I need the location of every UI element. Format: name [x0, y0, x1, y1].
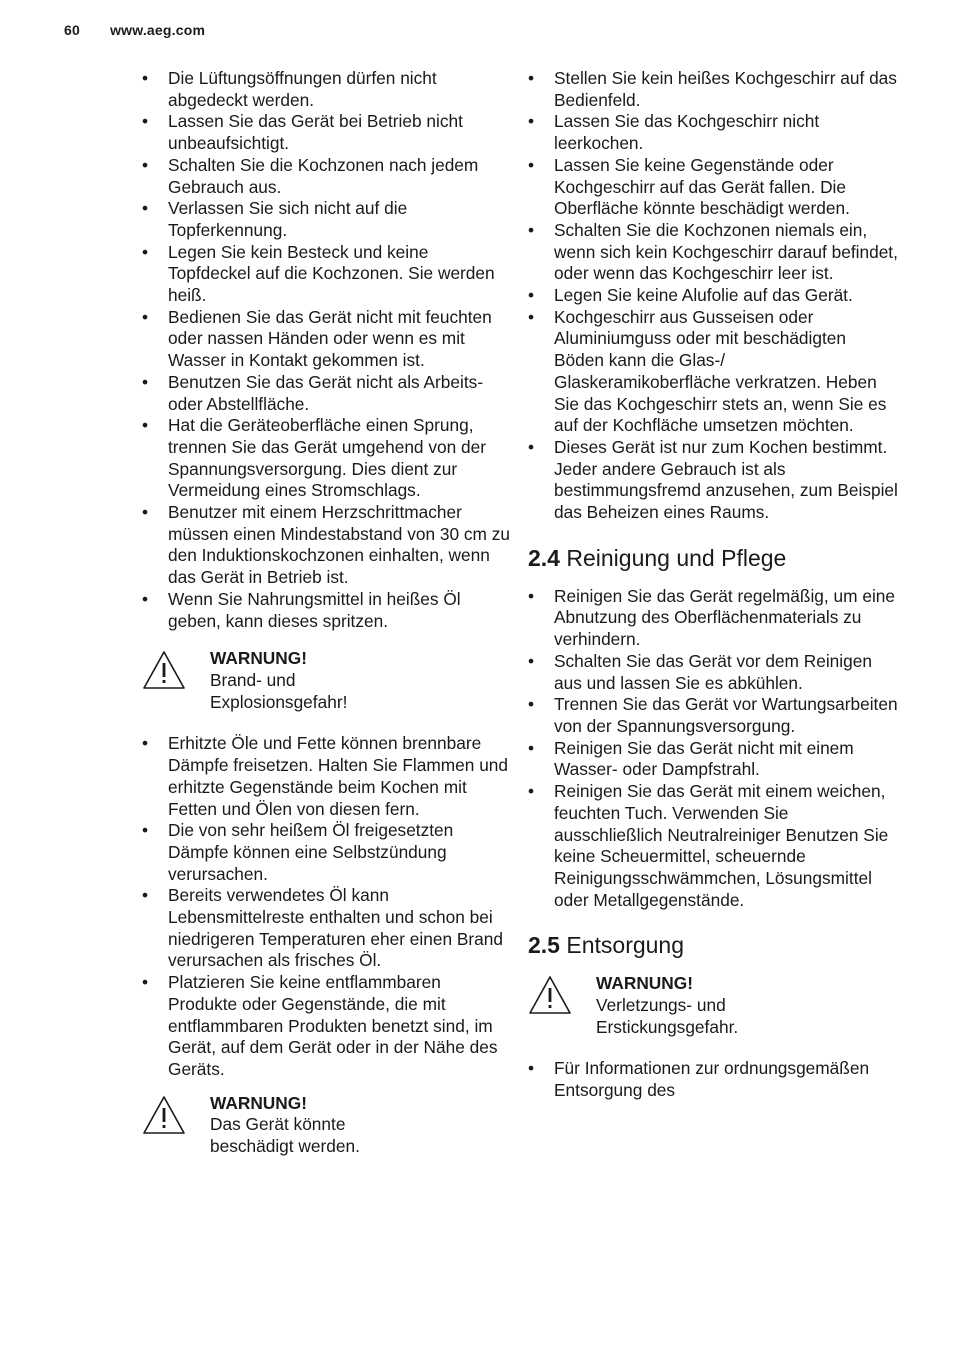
section-heading-cleaning: [528, 544, 898, 572]
list-item: • Reinigen Sie das Gerät mit einem weichen, feuchten Tuch. Verwenden Sie ausschließlich Neutralreiniger Benutzen Sie keine Scheuermittel, scheuernde Reinigungsschwämmchen, Lösungsmittel oder Metallgegenstände.: [528, 781, 898, 911]
list-item: • Kochgeschirr aus Gusseisen oder Aluminiumguss oder mit beschädigten Böden kann die Glas-/ Glaskeramikoberfläche verkratzen. Heben Sie das Kochgeschirr stets an, wenn Sie es auf der Kochfläche umsetzen möchten.: [528, 307, 898, 437]
list-item: • Die Lüftungsöffnungen dürfen nicht abgedeckt werden.: [142, 68, 512, 111]
left-column: [142, 68, 512, 1178]
warning-text: Explosionsgefahr!: [210, 691, 348, 712]
list-item: • Schalten Sie das Gerät vor dem Reinigen aus und lassen Sie es abkühlen.: [528, 651, 898, 694]
list-item: • Legen Sie kein Besteck und keine Topfdeckel auf die Kochzonen. Sie werden heiß.: [142, 242, 512, 307]
list-item: • Schalten Sie die Kochzonen nach jedem Gebrauch aus.: [142, 155, 512, 198]
section-number: 2.4: [528, 544, 560, 571]
list-item: • Wenn Sie Nahrungsmittel in heißes Öl geben, kann dieses spritzen.: [142, 589, 512, 632]
safety-list-b: [142, 733, 512, 1080]
list-item: • Bereits verwendetes Öl kann Lebensmittelreste enthalten und schon bei niedrigeren Temperaturen eher einen Brand verursachen als frisches Öl.: [142, 885, 512, 972]
list-item: • Für Informationen zur ordnungsgemäßen Entsorgung des: [528, 1058, 898, 1101]
safety-list-a: [142, 68, 512, 632]
page-number: 60: [64, 22, 80, 38]
list-item: • Verlassen Sie sich nicht auf die Topferkennung.: [142, 198, 512, 241]
section-heading-disposal: [528, 931, 898, 959]
warning-text: Verletzungs- und: [596, 995, 726, 1016]
section-title: Entsorgung: [566, 932, 685, 959]
list-item: • Erhitzte Öle und Fette können brennbare Dämpfe freisetzen. Halten Sie Flammen und erhitzte Gegenstände beim Kochen mit Fetten und Ölen von diesen fern.: [142, 733, 512, 820]
warning-fire-explosion: [142, 648, 512, 713]
list-item: • Schalten Sie die Kochzonen niemals ein, wenn sich kein Kochgeschirr darauf befindet, oder wenn das Kochgeschirr leer ist.: [528, 220, 898, 285]
cleaning-list: [528, 586, 898, 912]
warning-text: Erstickungsgefahr.: [596, 1016, 739, 1037]
warning-damage: [142, 1093, 512, 1158]
list-item: • Dieses Gerät ist nur zum Kochen bestimmt. Jeder andere Gebrauch ist als bestimmungsfremd anzusehen, zum Beispiel das Beheizen eines Raums.: [528, 437, 898, 524]
page-header: [64, 22, 205, 38]
list-item: • Reinigen Sie das Gerät regelmäßig, um eine Abnutzung des Oberflächenmaterials zu verhindern.: [528, 586, 898, 651]
warning-triangle-icon: [142, 1095, 186, 1135]
warning-text: Brand- und: [210, 669, 296, 690]
disposal-list: [528, 1058, 898, 1101]
list-item: • Lassen Sie das Gerät bei Betrieb nicht unbeaufsichtigt.: [142, 111, 512, 154]
right-column: [528, 68, 898, 1102]
list-item: • Die von sehr heißem Öl freigesetzten Dämpfe können eine Selbstzündung verursachen.: [142, 820, 512, 885]
list-item: • Benutzer mit einem Herzschrittmacher müssen einen Mindestabstand von 30 cm zu den Induktionskochzonen einhalten, wenn das Gerät in Betrieb ist.: [142, 502, 512, 589]
list-item: • Lassen Sie keine Gegenstände oder Kochgeschirr auf das Gerät fallen. Die Oberfläche könnte beschädigt werden.: [528, 155, 898, 220]
list-item: • Legen Sie keine Alufolie auf das Gerät.: [528, 285, 898, 307]
warning-text: beschädigt werden.: [210, 1136, 360, 1157]
list-item: • Lassen Sie das Kochgeschirr nicht leerkochen.: [528, 111, 898, 154]
section-number: 2.5: [528, 932, 560, 959]
warning-triangle-icon: [142, 650, 186, 690]
warning-title: WARNUNG!: [210, 648, 307, 669]
list-item: • Benutzen Sie das Gerät nicht als Arbeits- oder Abstellfläche.: [142, 372, 512, 415]
warning-triangle-icon: [528, 975, 572, 1015]
section-title: Reinigung und Pflege: [566, 544, 787, 571]
warning-title: WARNUNG!: [596, 973, 693, 994]
website-url[interactable]: www.aeg.com: [110, 22, 206, 38]
list-item: • Platzieren Sie keine entflammbaren Produkte oder Gegenstände, die mit entflammbaren Produkten benetzt sind, im Gerät, auf dem Gerät oder in der Nähe des Geräts.: [142, 972, 512, 1081]
list-item: • Trennen Sie das Gerät vor Wartungsarbeiten von der Spannungsversorgung.: [528, 694, 898, 737]
list-item: • Hat die Geräteoberfläche einen Sprung, trennen Sie das Gerät umgehend von der Spannungsversorgung. Dies dient zur Vermeidung eines Stromschlags.: [142, 415, 512, 502]
list-item: • Stellen Sie kein heißes Kochgeschirr auf das Bedienfeld.: [528, 68, 898, 111]
list-item: • Bedienen Sie das Gerät nicht mit feuchten oder nassen Händen oder wenn es mit Wasser in Kontakt gekommen ist.: [142, 307, 512, 372]
list-item: • Reinigen Sie das Gerät nicht mit einem Wasser- oder Dampfstrahl.: [528, 738, 898, 781]
warning-text: Das Gerät könnte: [210, 1114, 346, 1135]
warning-title: WARNUNG!: [210, 1092, 307, 1113]
warning-injury-suffocation: [528, 973, 898, 1038]
safety-list-c: [528, 68, 898, 524]
